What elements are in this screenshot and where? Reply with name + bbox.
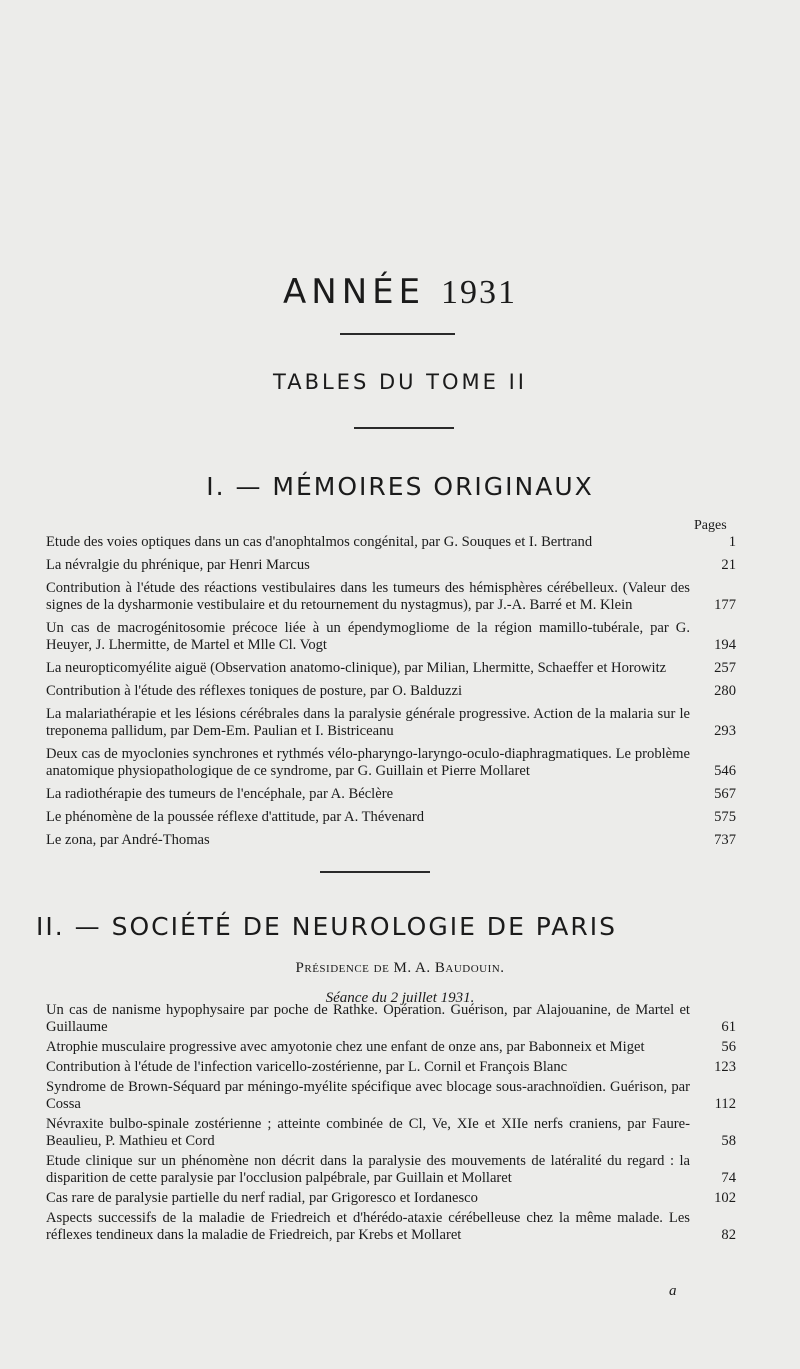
toc-entry [46,706,736,740]
toc-entry-page: 102 [714,1190,736,1206]
toc-entry-text: La névralgie du phrénique, par Henri Marcus [46,557,310,573]
toc-entry [46,580,736,614]
divider-rule [320,871,430,873]
toc-entry-text: Le phénomène de la poussée réflexe d'attitude, par A. Thévenard [46,809,424,825]
toc-entry [46,534,736,551]
toc-entry-text: Un cas de macrogénitosomie précoce liée à un épendymogliome de la région mamillo-tubérale, par G. Heuyer, J. Lhermitte, de Martel et Mlle Cl. Vogt [46,620,690,653]
toc-entry [46,1190,736,1207]
toc-entry-text: Etude clinique sur un phénomène non décrit dans la paralysie des mouvements de latéralité du regard : la disparition de cette paralysie par l'occlusion palpébrale, par Guillain et Mollaret [46,1153,690,1186]
divider-rule [354,427,454,429]
toc-entry [46,1039,736,1056]
toc-entry-text: Le zona, par André-Thomas [46,832,210,848]
toc-entry-page: 737 [714,832,736,848]
toc-entry-page: 546 [714,763,736,779]
toc-entry-text: Cas rare de paralysie partielle du nerf radial, par Grigoresco et Iordanesco [46,1190,478,1206]
toc-entry [46,620,736,654]
toc-entry-page: 112 [714,1096,736,1112]
seance-date: Séance du 2 juillet 1931. [325,990,475,1006]
toc-entry-text: Atrophie musculaire progressive avec amyotonie chez une enfant de onze ans, par Babonneix et Miget [46,1039,645,1055]
toc-entry-page: 21 [721,557,736,573]
toc-entry-text: Syndrome de Brown-Séquard par méningo-myélite spécifique avec blocage sous-arachnoïdien. Guérison, par Cossa [46,1079,690,1112]
pages-column-header: Pages [694,518,727,533]
toc-entry-page: 280 [714,683,736,699]
toc-entry-text: Névraxite bulbo-spinale zostérienne ; atteinte combinée de Cl, Ve, XIe et XIIe nerfs craniens, par Faure-Beaulieu, P. Mathieu et Cord [46,1116,690,1149]
toc-entry [46,557,736,574]
toc-entry-page: 58 [721,1133,736,1149]
toc-entry-page: 194 [714,637,736,653]
toc-entry-page: 56 [721,1039,736,1055]
section1-entries [46,534,736,855]
toc-entry [46,746,736,780]
toc-entry-text: Deux cas de myoclonies synchrones et rythmés vélo-pharyngo-laryngo-oculo-diaphragmatiques. Le problème anatomique physiopathologique de ce syndrome, par G. Guillain et Pierre Mollaret [46,746,690,779]
tables-title: TABLES DU TOME II [273,370,527,394]
toc-entry-text: Contribution à l'étude des réactions vestibulaires dans les tumeurs des hémisphères cérébelleux. (Valeur des signes de la dysharmonie vestibulaire et du retournement du nystagmus), par J.-A. Barré et M. Klein [46,580,690,613]
year-label: ANNÉE [283,272,426,312]
toc-entry [46,683,736,700]
toc-entry-text: Aspects successifs de la maladie de Friedreich et d'hérédo-ataxie cérébelleuse chez la même malade. Les réflexes tendineux dans la maladie de Friedreich, par Krebs et Mollaret [46,1210,690,1243]
toc-entry [46,1002,736,1036]
toc-entry-page: 177 [714,597,736,613]
divider-rule [340,333,455,335]
toc-entry-text: Contribution à l'étude de l'infection varicello-zostérienne, par L. Cornil et François Blanc [46,1059,568,1075]
toc-entry [46,1153,736,1187]
toc-entry-page: 82 [721,1227,736,1243]
toc-entry [46,1079,736,1113]
section2-title: II. — SOCIÉTÉ DE NEUROLOGIE DE PARIS [36,912,617,941]
toc-entry [46,809,736,826]
toc-entry [46,660,736,677]
toc-entry-page: 293 [714,723,736,739]
toc-entry-page: 257 [714,660,736,676]
toc-entry-page: 567 [714,786,736,802]
toc-entry [46,1116,736,1150]
toc-entry-text: Un cas de nanisme hypophysaire par poche de Rathke. Opération. Guérison, par Alajouanine, de Martel et Guillaume [46,1002,690,1035]
toc-entry-page: 575 [714,809,736,825]
presidence-line: Présidence de M. A. Baudouin. [295,960,505,976]
toc-entry-text: La radiothérapie des tumeurs de l'encéphale, par A. Béclère [46,786,394,802]
toc-entry-text: Contribution à l'étude des réflexes toniques de posture, par O. Balduzzi [46,683,463,699]
section2-entries [46,1002,736,1247]
toc-entry-text: Etude des voies optiques dans un cas d'anophtalmos congénital, par G. Souques et I. Bertrand [46,534,593,550]
year-heading [0,272,800,312]
toc-entry-page: 123 [714,1059,736,1075]
toc-entry [46,786,736,803]
toc-entry-text: La malariathérapie et les lésions cérébrales dans la paralysie générale progressive. Action de la malaria sur le treponema pallidum, par Dem-Em. Paulian et I. Bistriceanu [46,706,690,739]
toc-entry [46,832,736,849]
toc-entry-page: 61 [721,1019,736,1035]
toc-entry-page: 1 [728,534,736,550]
toc-entry-text: La neuropticomyélite aiguë (Observation anatomo-clinique), par Milian, Lhermitte, Schaeffer et Horowitz [46,660,667,676]
toc-entry [46,1210,736,1244]
section1-title: I. — MÉMOIRES ORIGINAUX [206,472,594,501]
signature-mark: a [669,1283,677,1299]
toc-entry [46,1059,736,1076]
year-number: 1931 [440,274,517,311]
toc-entry-page: 74 [721,1170,736,1186]
